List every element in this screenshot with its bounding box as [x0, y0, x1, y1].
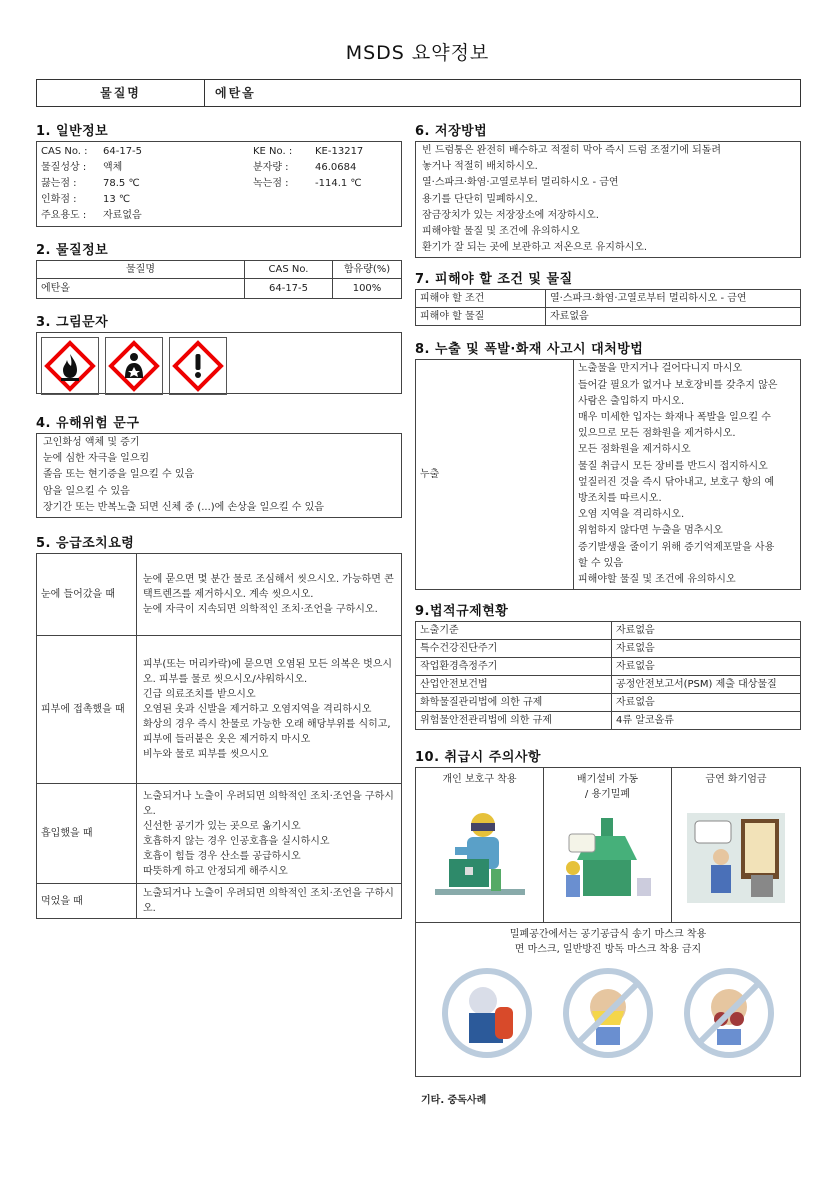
table-cell: 화학물질관리법에 의한 규제 [416, 694, 612, 712]
first-aid-table [36, 553, 402, 919]
spill-line: 매우 미세한 입자는 화재나 폭발을 일으킬 수 [578, 412, 771, 424]
pictograms-heading: 3. 그림문자 [36, 315, 109, 330]
spill-line: 들어갈 필요가 없거나 보호장비를 갖추지 않은 [578, 379, 778, 391]
table-cell: 자료없음 [612, 658, 801, 676]
table-header: 함유량(%) [333, 261, 402, 279]
storage-line: 환기가 잘 되는 곳에 보관하고 저온으로 유지하시오. [422, 242, 648, 254]
spill-line: 오염 지역을 격리하시오. [578, 509, 685, 521]
spill-line: 노출물을 만지거나 걸어다니지 마시오 [578, 363, 743, 375]
general-value: 자료없음 [103, 210, 142, 221]
storage-line: 용기를 단단히 밀폐하시오. [422, 193, 538, 205]
table-cell: 피해야 할 물질 [416, 308, 546, 326]
spill-line: 사람은 출입하지 마시오. [578, 395, 685, 407]
storage-line: 놓거나 적절히 배치하시오. [422, 161, 538, 173]
spill-table [415, 359, 801, 590]
spill-line: 모든 점화원을 제거하시오 [578, 444, 691, 456]
spill-text [574, 360, 801, 590]
general-info-box [36, 141, 402, 227]
mask-guidance-line: 면 마스크, 일반방진 방독 마스크 착용 금지 [514, 944, 702, 956]
table-cell: 64-17-5 [245, 279, 333, 299]
general-label: KE No. : [253, 146, 293, 157]
spill-line: 피해야할 물질 및 조건에 유의하시오 [578, 574, 736, 586]
spill-label: 누출 [416, 360, 574, 590]
substance-value: 에탄올 [215, 86, 256, 100]
first-aid-text: 피부(또는 머리카락)에 묻으면 오염된 모든 의복은 벗으시오. 피부를 물로 씻으시오/샤워하시오. 긴급 의료조치를 받으시오 오염된 옷과 신발을 제거하고 오염지역을 격리하시오 화상의 경우 즉시 찬물로 가능한 오래 해당부위를 식히고, 피부에 들러붙은 옷은 제거하지 마시오 비누와 물로 피부를 씻으시오 [137, 636, 402, 784]
hazard-statement: 암을 일으킬 수 있음 [43, 485, 130, 497]
table-cell: 4류 알코올류 [612, 712, 801, 730]
mask-guidance [416, 922, 800, 1076]
general-value: 액체 [103, 162, 123, 173]
care-card-ppe [416, 768, 544, 922]
spill-heading: 8. 누출 및 폭발·화재 사고시 대처방법 [415, 342, 644, 358]
table-cell: 자료없음 [612, 622, 801, 640]
table-header: 물질명 [37, 261, 245, 279]
general-label: 인화점 : [41, 194, 77, 205]
table-cell: 특수건강진단주기 [416, 640, 612, 658]
general-value: 78.5 ℃ [103, 178, 140, 189]
table-cell: 자료없음 [546, 308, 801, 326]
composition-heading: 2. 물질정보 [36, 243, 109, 258]
regulations-heading: 9.법적규제현황 [415, 604, 509, 620]
table-cell: 노출기준 [416, 622, 612, 640]
air-supply-mask-illustration [441, 967, 533, 1059]
no-gas-mask-illustration [683, 967, 775, 1059]
storage-line: 피해야할 물질 및 조건에 유의하시오 [422, 226, 580, 238]
care-card-label: 개인 보호구 착용 [442, 774, 517, 786]
first-aid-label: 흡입했을 때 [37, 784, 137, 884]
hazard-statements-box [36, 433, 402, 518]
storage-line: 잠금장치가 있는 저장장소에 저장하시오. [422, 209, 599, 221]
hazards-heading: 4. 유해위험 문구 [36, 416, 140, 431]
page-title: MSDS 요약정보 [345, 42, 490, 64]
care-card-no-smoking [672, 768, 800, 922]
table-cell: 위험물안전관리법에 의한 규제 [416, 712, 612, 730]
first-aid-label: 눈에 들어갔을 때 [37, 554, 137, 636]
general-label: 주요용도 : [41, 210, 87, 221]
general-label: 분자량 : [253, 162, 289, 173]
hazard-statement: 눈에 심한 자극을 일으킴 [43, 453, 150, 465]
spill-line: 있으므로 모든 점화원을 제거하시오. [578, 428, 736, 440]
handling-heading: 10. 취급시 주의사항 [415, 750, 541, 766]
storage-heading: 6. 저장방법 [415, 124, 488, 139]
care-card-ventilation [544, 768, 672, 922]
spill-line: 물질 취급시 모든 장비를 반드시 접지하시오 [578, 460, 768, 472]
first-aid-text: 눈에 묻으면 몇 분간 물로 조심해서 씻으시오. 가능하면 콘택트렌즈를 제거하시오. 계속 씻으시오. 눈에 자극이 지속되면 의학적인 조치·조언을 구하시오. [137, 554, 402, 636]
flame-icon [41, 337, 99, 395]
spill-line: 엎질러진 것을 즉시 닦아내고, 보호구 항의 예 [578, 476, 775, 488]
table-cell: 공정안전보고서(PSM) 제출 대상물질 [612, 676, 801, 694]
general-label: 녹는점 : [253, 178, 289, 189]
footer-note: 기타. 중독사례 [421, 1095, 487, 1107]
worker-ppe-illustration [425, 797, 535, 905]
storage-line: 열·스파크·화염·고열로부터 멀리하시오 - 금연 [422, 177, 619, 189]
health-hazard-icon [105, 337, 163, 395]
no-cloth-mask-illustration [562, 967, 654, 1059]
general-label: CAS No. : [41, 146, 88, 157]
left-column [36, 120, 402, 919]
handling-box [415, 767, 801, 1077]
no-smoking-illustration [681, 809, 791, 909]
general-heading: 1. 일반정보 [36, 124, 109, 139]
substance-name-bar [36, 79, 801, 107]
exclamation-icon [169, 337, 227, 395]
ventilation-illustration [553, 812, 663, 906]
avoid-heading: 7. 피해야 할 조건 및 물질 [415, 272, 573, 288]
table-cell: 산업안전보건법 [416, 676, 612, 694]
spill-line: 방조치를 따르시오. [578, 493, 662, 505]
first-aid-text: 노출되거나 노출이 우려되면 의학적인 조치·조언을 구하시오. [137, 884, 402, 919]
storage-line: 빈 드럼통은 완전히 배수하고 적절히 막아 즉시 드럼 조절기에 되돌려 [422, 145, 722, 156]
table-cell: 자료없음 [612, 694, 801, 712]
first-aid-label: 피부에 접촉했을 때 [37, 636, 137, 784]
spill-line: 할 수 있음 [578, 557, 623, 569]
table-cell: 에탄올 [37, 279, 245, 299]
substance-label: 물질명 [37, 80, 205, 106]
storage-box [415, 141, 801, 258]
hazard-statement: 고인화성 액체 및 증기 [43, 437, 140, 448]
hazard-statement: 장기간 또는 반복노출 되면 신체 중 (...)에 손상을 일으킬 수 있음 [43, 501, 324, 513]
first-aid-label: 먹었을 때 [37, 884, 137, 919]
right-column [415, 120, 801, 1106]
general-value: KE-13217 [315, 146, 364, 157]
table-cell: 작업환경측정주기 [416, 658, 612, 676]
care-card-label: 금연 화기엄금 [705, 774, 767, 786]
first-aid-heading: 5. 응급조치요령 [36, 536, 135, 552]
avoid-table [415, 289, 801, 326]
first-aid-text: 노출되거나 노출이 우려되면 의학적인 조치·조언을 구하시오. 신선한 공기가 있는 곳으로 옮기시오 호흡하지 않는 경우 인공호흡을 실시하시오 호흡이 힘들 경우 산소를 공급하시오 따뜻하게 하고 안정되게 해주시오 [137, 784, 402, 884]
spill-line: 증기발생을 줄이기 위해 증기억제포말을 사용 [578, 541, 775, 553]
general-value: -114.1 ℃ [315, 178, 362, 189]
general-label: 끓는점 : [41, 178, 77, 189]
mask-guidance-line: 밀폐공간에서는 공기공급식 송기 마스크 착용 [509, 929, 707, 941]
general-value: 64-17-5 [103, 146, 143, 157]
general-label: 물질성상 : [41, 162, 87, 173]
table-cell: 100% [333, 279, 402, 299]
pictograms-box [36, 332, 402, 394]
composition-table [36, 260, 402, 299]
general-value: 13 ℃ [103, 194, 131, 205]
table-header: CAS No. [245, 261, 333, 279]
table-cell: 피해야 할 조건 [416, 290, 546, 308]
spill-line: 위험하지 않다면 누출을 멈추시오 [578, 525, 723, 537]
general-value: 46.0684 [315, 162, 357, 173]
hazard-statement: 졸음 또는 현기증을 일으킬 수 있음 [43, 469, 195, 481]
table-cell: 열·스파크·화염·고열로부터 멀리하시오 - 금연 [546, 290, 801, 308]
table-cell: 자료없음 [612, 640, 801, 658]
regulations-table [415, 621, 801, 730]
care-card-label: 배기설비 가동 / 용기밀폐 [576, 774, 639, 801]
